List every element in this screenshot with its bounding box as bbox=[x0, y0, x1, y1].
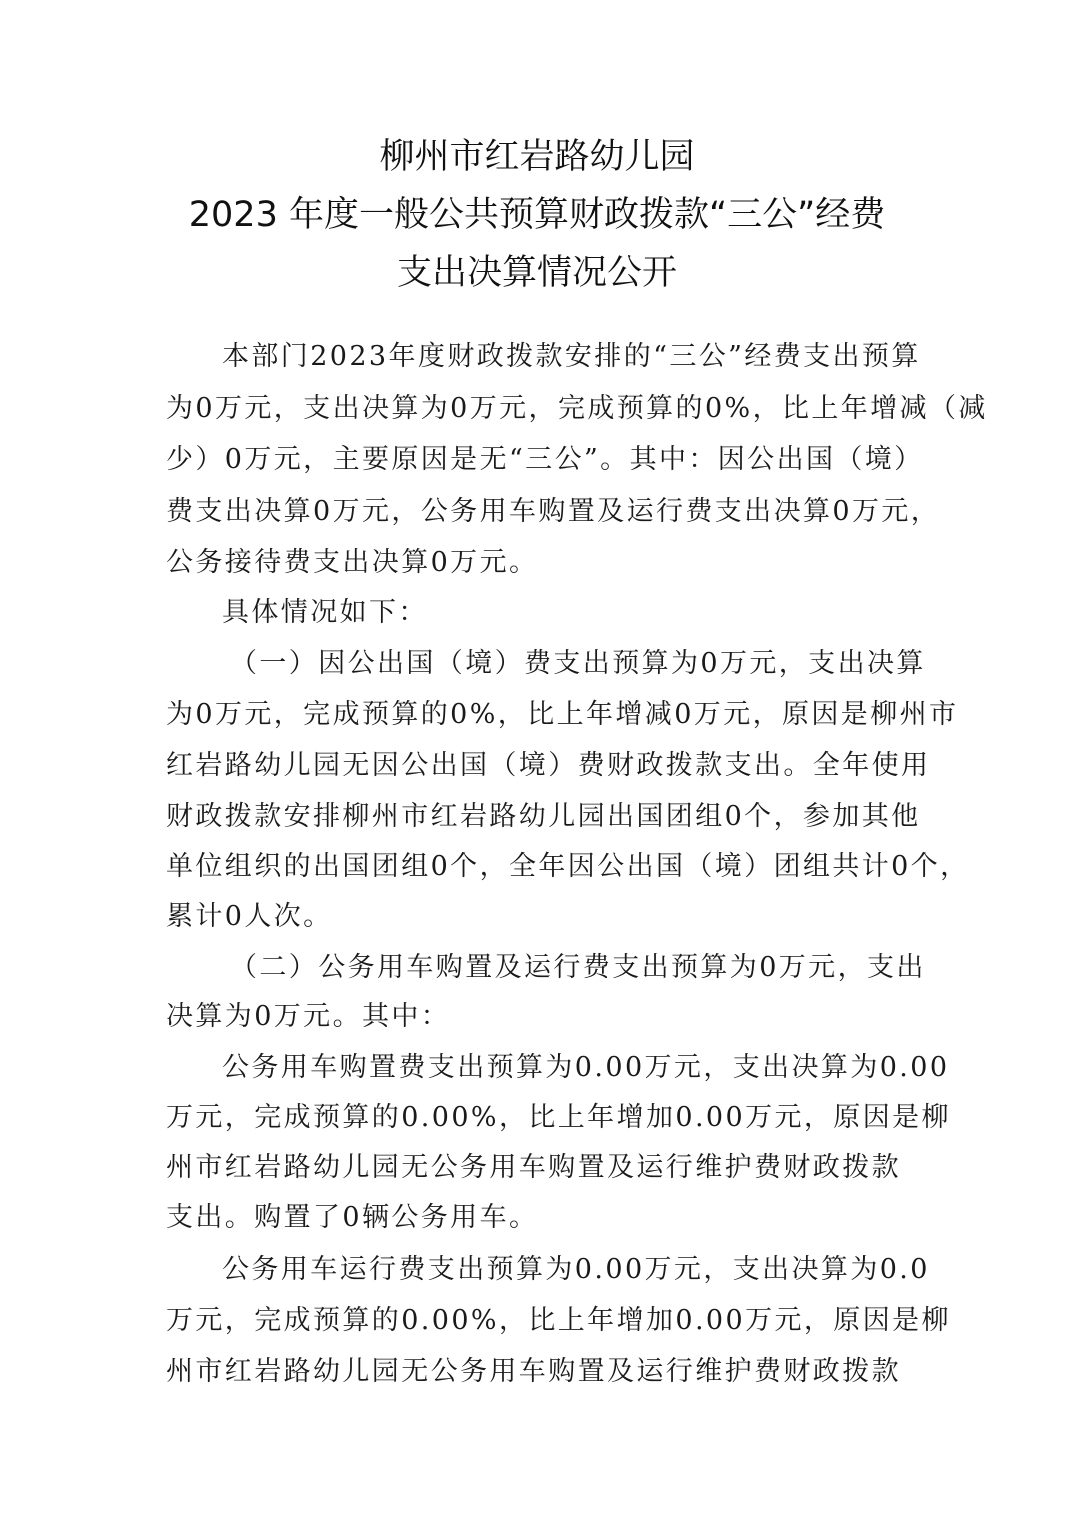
paragraph-2: 具体情况如下： bbox=[222, 597, 428, 628]
paragraph-1-line-4: 费支出决算0万元，公务用车购置及运行费支出决算0万元， bbox=[166, 496, 941, 527]
paragraph-3-line-3: 红岩路幼儿园无因公出国（境）费财政拨款支出。全年使用 bbox=[166, 750, 931, 781]
paragraph-3-line-5: 单位组织的出国团组0个，全年因公出国（境）团组共计0个， bbox=[166, 851, 970, 882]
title-line-2: 2023 年度一般公共预算财政拨款“三公”经费 bbox=[188, 195, 886, 235]
paragraph-3-line-2: 为0万元，完成预算的0%，比上年增减0万元，原因是柳州市 bbox=[166, 699, 959, 730]
title-line-1: 柳州市红岩路幼儿园 bbox=[379, 137, 695, 177]
paragraph-1-line-2: 为0万元，支出决算为0万元，完成预算的0%，比上年增减（减 bbox=[166, 393, 988, 424]
paragraph-1-line-5: 公务接待费支出决算0万元。 bbox=[166, 547, 539, 578]
paragraph-3-line-4: 财政拨款安排柳州市红岩路幼儿园出国团组0个，参加其他 bbox=[166, 801, 921, 832]
paragraph-5-line-4: 支出。购置了0辆公务用车。 bbox=[166, 1202, 539, 1233]
paragraph-5-line-1: 公务用车购置费支出预算为0.00万元，支出决算为0.00 bbox=[222, 1052, 950, 1083]
paragraph-1-line-1: 本部门2023年度财政拨款安排的“三公”经费支出预算 bbox=[222, 341, 921, 372]
paragraph-1-line-3: 少）0万元，主要原因是无“三公”。其中：因公出国（境） bbox=[166, 444, 924, 475]
paragraph-3-line-1: （一）因公出国（境）费支出预算为0万元，支出决算 bbox=[230, 648, 926, 679]
paragraph-6-line-1: 公务用车运行费支出预算为0.00万元，支出决算为0.0 bbox=[222, 1254, 930, 1285]
paragraph-5-line-3: 州市红岩路幼儿园无公务用车购置及运行维护费财政拨款 bbox=[166, 1152, 901, 1183]
paragraph-6-line-2: 万元，完成预算的0.00%，比上年增加0.00万元，原因是柳 bbox=[166, 1305, 951, 1336]
paragraph-6-line-3: 州市红岩路幼儿园无公务用车购置及运行维护费财政拨款 bbox=[166, 1356, 901, 1387]
paragraph-4-line-1: （二）公务用车购置及运行费支出预算为0万元，支出 bbox=[230, 952, 926, 983]
title-line-3: 支出决算情况公开 bbox=[396, 253, 677, 293]
paragraph-3-line-6: 累计0人次。 bbox=[166, 901, 333, 932]
paragraph-5-line-2: 万元，完成预算的0.00%，比上年增加0.00万元，原因是柳 bbox=[166, 1102, 951, 1133]
paragraph-4-line-2: 决算为0万元。其中： bbox=[166, 1001, 451, 1032]
